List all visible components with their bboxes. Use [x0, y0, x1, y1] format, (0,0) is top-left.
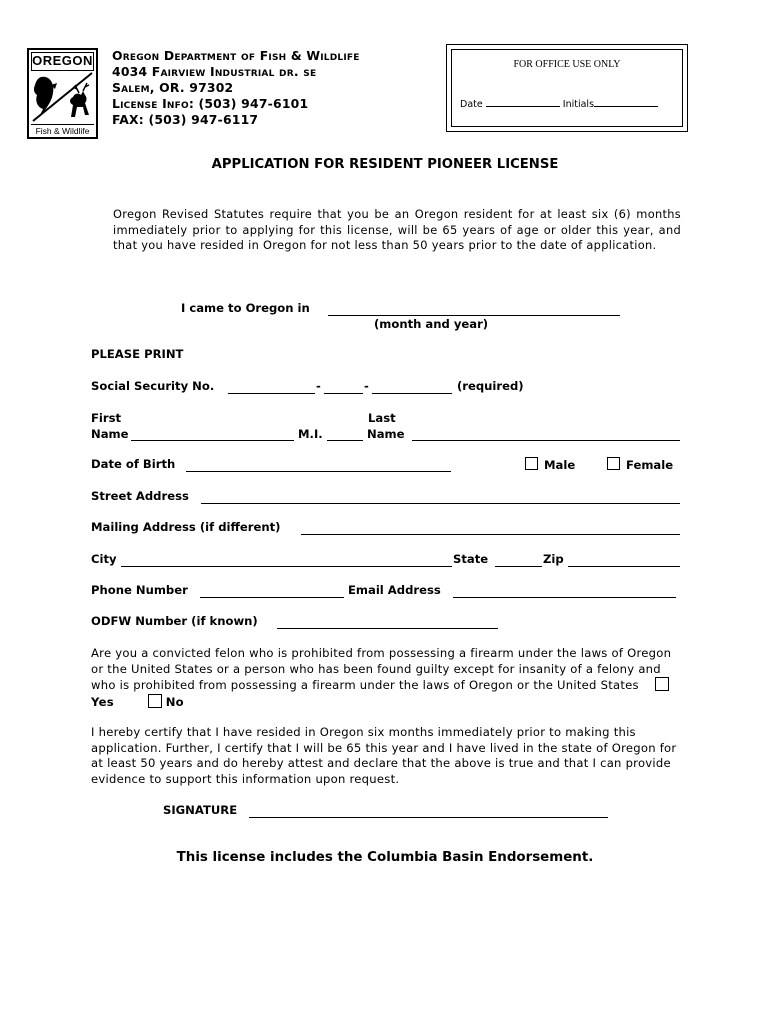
mailing-address-label: Mailing Address (if different)	[91, 520, 281, 534]
felon-question-text: Are you a convicted felon who is prohibited from possessing a firearm under the laws of Oregon or the United States or a person who has been found guilty except for insanity of a felony and who is prohibited from possessing a firearm under the laws of Oregon or the United States	[91, 646, 672, 693]
first-name-field[interactable]	[131, 440, 294, 441]
felon-yes-checkbox[interactable]	[655, 677, 669, 691]
mailing-address-field[interactable]	[301, 534, 680, 535]
felon-yes-label: Yes	[91, 694, 114, 709]
signature-field[interactable]	[249, 817, 608, 818]
street-address-label: Street Address	[91, 489, 189, 503]
agency-name: Oregon Department of Fish & Wildlife	[112, 48, 360, 63]
agency-address-block	[112, 48, 360, 128]
ssn-required-note: (required)	[457, 379, 524, 393]
odfw-number-field[interactable]	[277, 628, 498, 629]
middle-initial-label: M.I.	[298, 427, 323, 441]
office-date-label: Date	[460, 99, 483, 110]
office-use-box	[446, 44, 688, 132]
came-to-oregon-label: I came to Oregon in	[181, 301, 310, 315]
state-field[interactable]	[495, 566, 542, 567]
office-use-title: FOR OFFICE USE ONLY	[513, 59, 621, 70]
last-name-field[interactable]	[412, 440, 680, 441]
ssn-field-part1[interactable]	[228, 393, 315, 394]
phone-field[interactable]	[200, 597, 344, 598]
please-print-label: PLEASE PRINT	[91, 347, 184, 361]
office-initials-line	[594, 95, 658, 107]
email-field[interactable]	[453, 597, 676, 598]
odfw-number-label: ODFW Number (if known)	[91, 614, 258, 628]
ssn-field-part3[interactable]	[372, 393, 452, 394]
intro-paragraph: Oregon Revised Statutes require that you be an Oregon resident for at least six (6) months immediately prior to applying for this license, will be 65 years of age or older this year, and that you have resided in Oregon for not less than 50 years prior to the date of application.	[113, 207, 681, 253]
form-title: APPLICATION FOR RESIDENT PIONEER LICENSE	[211, 157, 559, 172]
agency-address-line1: 4034 Fairview Industrial dr. se	[112, 64, 317, 79]
female-checkbox[interactable]	[607, 457, 620, 470]
agency-license-info: License Info: (503) 947-6101	[112, 96, 309, 111]
fish-deer-emblem-icon	[31, 71, 94, 123]
office-date-line	[486, 95, 560, 107]
felon-no-checkbox[interactable]	[148, 694, 162, 708]
street-address-field[interactable]	[201, 503, 680, 504]
felon-question	[91, 646, 681, 710]
ssn-label: Social Security No.	[91, 379, 215, 393]
logo-brand-text: OREGON	[31, 52, 94, 71]
logo-subtitle: Fish & Wildlife	[31, 124, 94, 136]
odfw-logo	[27, 48, 98, 139]
first-name-label-top: First	[91, 411, 122, 425]
came-to-oregon-field[interactable]	[328, 315, 620, 316]
last-name-label-top: Last	[368, 411, 396, 425]
month-year-hint: (month and year)	[374, 317, 489, 331]
dob-label: Date of Birth	[91, 457, 176, 471]
phone-label: Phone Number	[91, 583, 188, 597]
dob-field[interactable]	[186, 471, 451, 472]
agency-address-line2: Salem, OR. 97302	[112, 80, 234, 95]
city-field[interactable]	[121, 566, 452, 567]
middle-initial-field[interactable]	[327, 440, 363, 441]
male-checkbox[interactable]	[525, 457, 538, 470]
zip-field[interactable]	[568, 566, 680, 567]
city-label: City	[91, 552, 117, 566]
office-initials-label: Initials	[562, 99, 595, 110]
agency-fax: FAX: (503) 947-6117	[112, 112, 259, 127]
columbia-basin-note: This license includes the Columbia Basin Endorsement.	[176, 850, 594, 865]
state-label: State	[453, 552, 489, 566]
male-label: Male	[544, 458, 576, 472]
email-label: Email Address	[348, 583, 441, 597]
female-label: Female	[626, 458, 674, 472]
signature-label: SIGNATURE	[163, 803, 238, 817]
felon-no-label: No	[165, 694, 184, 709]
last-name-label-bottom: Name	[367, 427, 405, 441]
certification-paragraph: I hereby certify that I have resided in Oregon six months immediately prior to making this application. Further, I certify that I will be 65 this year and I have lived in the state of Oregon for at least 50 years and do hereby attest and declare that the above is true and that I can provide evidence to support this information upon request.	[91, 725, 677, 786]
ssn-field-part2[interactable]	[324, 393, 363, 394]
zip-label: Zip	[543, 552, 564, 566]
office-date-initials	[460, 95, 658, 110]
first-name-label-bottom: Name	[91, 427, 129, 441]
